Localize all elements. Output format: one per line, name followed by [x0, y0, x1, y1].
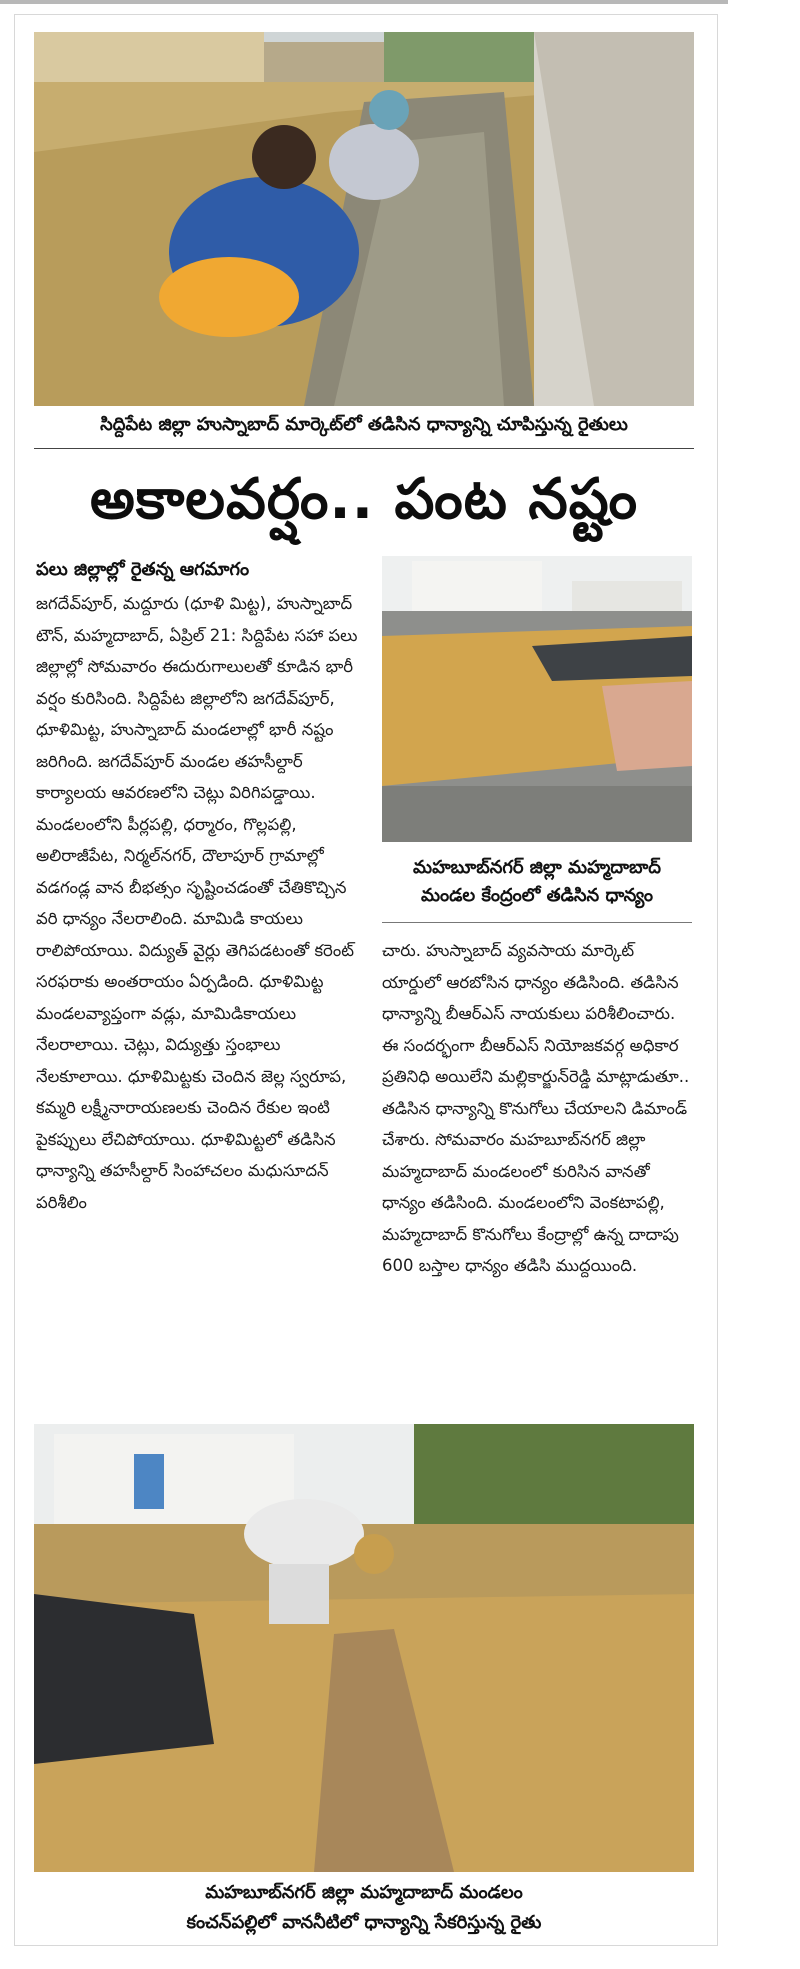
side-caption-line-2: మండల కేంద్రంలో తడిసిన ధాన్యం [420, 885, 654, 906]
side-caption-line-1: మహబూబ్‌నగర్ జిల్లా మహ్మదాబాద్ [413, 857, 661, 878]
side-photo-caption [382, 842, 692, 923]
top-photo-caption: సిద్దిపేట జిల్లా హుస్నాబాద్ మార్కెట్‌లో తడిసిన ధాన్యాన్ని చూపిస్తున్న రైతులు [100, 414, 628, 435]
article-column-1 [36, 588, 366, 1408]
bottom-photo [34, 1424, 694, 1872]
article-text-1: జగదేవ్‌పూర్, మద్దూరు (ధూళి మిట్ట), హుస్నాబాద్ టౌన్, మహ్మదాబాద్, ఏప్రిల్ 21: సిద్దిపేట సహా పలు జిల్లాల్లో సోమవారం ఈదురుగాలులతో కూడిన భారీ వర్షం కురిసింది. సిద్దిపేట జిల్లాలోని జగదేవ్‌పూర్, ధూళిమిట్ట, హుస్నాబాద్ మండలాల్లో భారీ నష్టం జరిగింది. జగదేవ్‌పూర్ మండల తహసీల్దార్ కార్యాలయ ఆవరణలోని చెట్లు విరిగిపడ్డాయి. మండలంలోని పీర్లపల్లి, ధర్మారం, గొల్లపల్లి, అలిరాజీపేట, నిర్మల్‌నగర్, దౌలాపూర్ గ్రామాల్లో వడగండ్ల వాన బీభత్సం సృష్టించడంతో చేతికొచ్చిన వరి ధాన్యం నేలరాలింది. మామిడి కాయలు రాలిపోయాయి. విద్యుత్ వైర్లు తెగిపడటంతో కరెంట్ సరఫరాకు అంతరాయం ఏర్పడింది. ధూళిమిట్ట మండలవ్యాప్తంగా వడ్లు, మామిడికాయలు నేలరాలాయి. చెట్లు, విద్యుత్తు స్తంభాలు నేలకూలాయి. ధూళిమిట్టకు చెందిన జెల్ల స్వరూప, కమ్మరి లక్ష్మీనారాయణలకు చెందిన రేకుల ఇంటి పైకప్పులు లేచిపోయాయి. ధూళిమిట్టలో తడిసిన ధాన్యాన్ని తహసీల్దార్ సింహాచలం మధుసూదన్ పరిశీలిం [36, 594, 358, 1212]
caption-divider [34, 448, 694, 449]
subheadline: పలు జిల్లాల్లో రైతన్న ఆగమాగం [36, 559, 250, 580]
side-photo [382, 556, 692, 842]
article-text-2: చారు. హుస్నాబాద్ వ్యవసాయ మార్కెట్ యార్డులో ఆరబోసిన ధాన్యం తడిసింది. తడిసిన ధాన్యాన్ని బీఆర్‌ఎస్ నాయకులు పరిశీలించారు. ఈ సందర్భంగా బీఆర్‌ఎస్ నియోజకవర్గ అధికార ప్రతినిధి అయిలేని మల్లికార్జున్‌రెడ్డి మాట్లాడుతూ.. తడిసిన ధాన్యాన్ని కొనుగోలు చేయాలని డిమాండ్ చేశారు. సోమవారం మహబూబ్‌నగర్ జిల్లా మహ్మదాబాద్ మండలంలో కురిసిన వానతో ధాన్యం తడిసింది. మండలంలోని వెంకటాపల్లి, మహ్మదాబాద్ కొనుగోలు కేంద్రాల్లో ఉన్న దాదాపు 600 బస్తాల ధాన్యం తడిసి ముద్దయింది. [382, 941, 690, 1275]
top-edge-bar [0, 0, 728, 4]
bottom-caption-line-1: మహబూబ్‌నగర్ జిల్లా మహ్మదాబాద్ మండలం [205, 1882, 523, 1903]
top-photo [34, 32, 694, 406]
headline: అకాలవర్షం.. పంట నష్టం [89, 467, 639, 532]
bottom-caption-line-2: కంచన్‌పల్లిలో వాననీటిలో ధాన్యాన్ని సేకరిస్తున్న రైతు [186, 1912, 542, 1933]
article-column-2 [382, 935, 692, 1405]
